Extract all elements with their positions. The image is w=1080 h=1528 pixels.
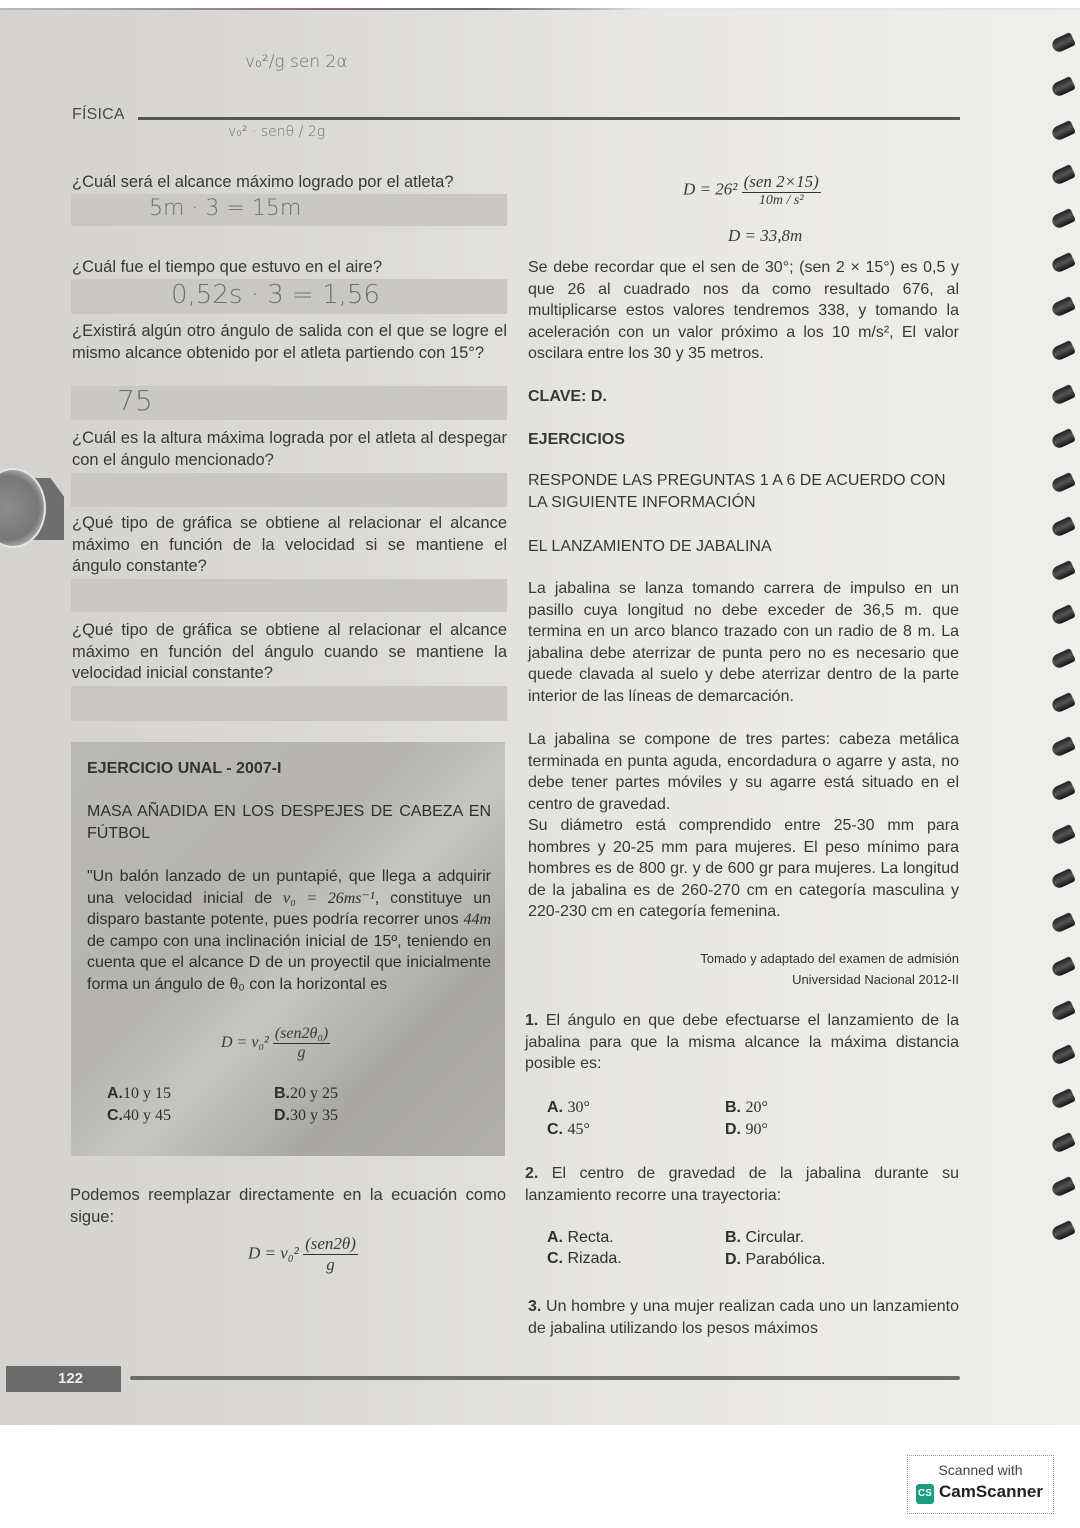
handwritten-note-mid: v₀² · senθ / 2g [228, 124, 326, 140]
question-1-jabalina: 1. El ángulo en que debe efectuarse el lanzamiento de la jabalina para que la misma alcance la máxima distancia posible es: [525, 1012, 959, 1072]
answer-box-6[interactable] [71, 686, 507, 721]
watermark-brand: CamScanner [939, 1482, 1043, 1501]
camscanner-watermark [907, 1455, 1054, 1514]
exercise-box [71, 742, 505, 1156]
q2-option-b[interactable]: B. Circular. [725, 1229, 805, 1246]
exercise-title: EJERCICIO UNAL - 2007-I [87, 760, 282, 777]
q2-option-d[interactable]: D. Parabólica. [725, 1251, 826, 1268]
instructions: RESPONDE LAS PREGUNTAS 1 A 6 DE ACUERDO CON LA SIGUIENTE INFORMACIÓN [528, 472, 946, 511]
source-citation: Tomado y adaptado del examen de admisión Universidad Nacional 2012-II [700, 951, 959, 987]
q1-option-a[interactable]: A. 30° [547, 1099, 590, 1116]
answer-box-4[interactable] [71, 473, 507, 507]
question-3: ¿Existirá algún otro ángulo de salida con el que se logre el mismo alcance obtenido por el atleta partiendo con 15°? [72, 322, 507, 362]
exercise-subtitle: MASA AÑADIDA EN LOS DESPEJES DE CABEZA EN FÚTBOL [87, 803, 491, 842]
option-b[interactable]: B.20 y 25 [274, 1085, 338, 1102]
question-3-jabalina: 3. Un hombre y una mujer realizan cada uno un lanzamiento de jabalina utilizando los pesos máximos [528, 1298, 960, 1337]
question-5: ¿Qué tipo de gráfica se obtiene al relacionar el alcance máximo en función de la velocidad si se mantiene el ángulo constante? [72, 514, 507, 575]
exercises-heading: EJERCICIOS [528, 431, 625, 448]
question-2: ¿Cuál fue el tiempo que estuvo en el aire? [72, 258, 383, 276]
topic-heading: EL LANZAMIENTO DE JABALINA [528, 538, 772, 555]
handwritten-note-top: v₀²/g sen 2α [245, 52, 348, 72]
answer-key: CLAVE: D. [528, 388, 607, 405]
answer-box-3[interactable] [71, 386, 507, 420]
page-number: 122 [6, 1366, 121, 1392]
footer-rule [130, 1376, 960, 1380]
range-formula-2: D = v₀² $\frac{\text{(sen2θ)}}{g}$ [248, 1234, 356, 1274]
replace-text: Podemos reemplazar directamente en la ecuación como sigue: [70, 1186, 506, 1226]
handwritten-answer-1: 5m · 3 = 15m [149, 196, 302, 221]
question-1: ¿Cuál será el alcance máximo logrado por el atleta? [72, 173, 454, 191]
q1-option-c[interactable]: C. 45° [547, 1121, 590, 1138]
camscanner-logo-icon: CS [916, 1484, 934, 1504]
option-a[interactable]: A.10 y 15 [107, 1085, 171, 1102]
q2-option-a[interactable]: A. Recta. [547, 1229, 614, 1246]
handwritten-answer-2: 0,52s · 3 = 1,56 [171, 280, 380, 310]
paragraph-1: La jabalina se lanza tomando carrera de impulso en un pasillo cuya longitud no debe exceder de 36,5 m. que termina en un arco blanco trazado con un radio de 8 m. La jabalina debe aterrizar de punta pero no es necesario que quede clavada al suelo y debe aterrizar dentro de la parte interior de las líneas de demarcación. [528, 580, 959, 705]
option-c[interactable]: C.40 y 45 [107, 1107, 171, 1124]
answer-box-1[interactable] [71, 194, 507, 226]
paragraph-2: La jabalina se compone de tres partes: cabeza metálica terminada en punta aguda, encordadura o agarre y asta, no debe tener partes móviles y su agarre está situado en el centro de gravedad. [528, 731, 959, 813]
q1-option-d[interactable]: D. 90° [725, 1121, 768, 1138]
section-label: FÍSICA [72, 106, 125, 123]
answer-box-5[interactable] [71, 579, 507, 612]
q1-option-b[interactable]: B. 20° [725, 1099, 768, 1116]
substitution-formula: D = 26² $\frac{\text{(sen 2×15)}}{\text{10m / s²}}$ [683, 172, 819, 208]
question-4: ¿Cuál es la altura máxima lograda por el atleta al despegar con el ángulo mencionado? [72, 429, 507, 469]
question-6: ¿Qué tipo de gráfica se obtiene al relacionar el alcance máximo en función del ángulo cuando se mantiene la velocidad inicial constante? [72, 621, 507, 682]
answer-box-2[interactable] [71, 279, 507, 314]
result-formula: D = 33,8m [728, 226, 803, 245]
handwritten-answer-3: 75 [117, 384, 153, 417]
watermark-caption: Scanned with [938, 1462, 1023, 1478]
q2-option-c[interactable]: C. Rizada. [547, 1250, 622, 1267]
explanation: Se debe recordar que el sen de 30°; (sen 2 × 15°) es 0,5 y que 26 al cuadrado nos da como resultado 676, al multiplicarse estos valores tendremos 338, y tomando la aceleración con un valor próximo a los 10 m/s², El valor oscilara entre los 30 y 35 metros. [528, 259, 959, 362]
question-2-jabalina: 2. El centro de gravedad de la jabalina durante su lanzamiento recorre una trayectoria: [525, 1165, 959, 1204]
option-d[interactable]: D.30 y 35 [274, 1107, 338, 1124]
range-formula: D = v₀² $\frac{\text{(sen2θ₀)}}{g}$ [221, 1025, 329, 1061]
header-rule [138, 117, 960, 120]
exercise-body: "Un balón lanzado de un puntapié, que llega a adquirir una velocidad inicial de v₀ = 26ms⁻¹, constituye un disparo bastante potente, pues podría recorrer unos 44m de campo con una inclinación inicial de 15º, teniendo en cuenta que el alcance D de un proyectil que inicialmente forma un ángulo de θ₀ con la horizontal es [87, 868, 492, 993]
paragraph-3: Su diámetro está comprendido entre 25-30 mm para hombres y 20-25 mm para mujeres. El peso mínimo para hombres es de 800 gr. y de 600 gr para mujeres. La longitud de la jabalina es de 260-270 cm en categoría masculina y 220-230 cm en categoría femenina. [528, 817, 959, 920]
